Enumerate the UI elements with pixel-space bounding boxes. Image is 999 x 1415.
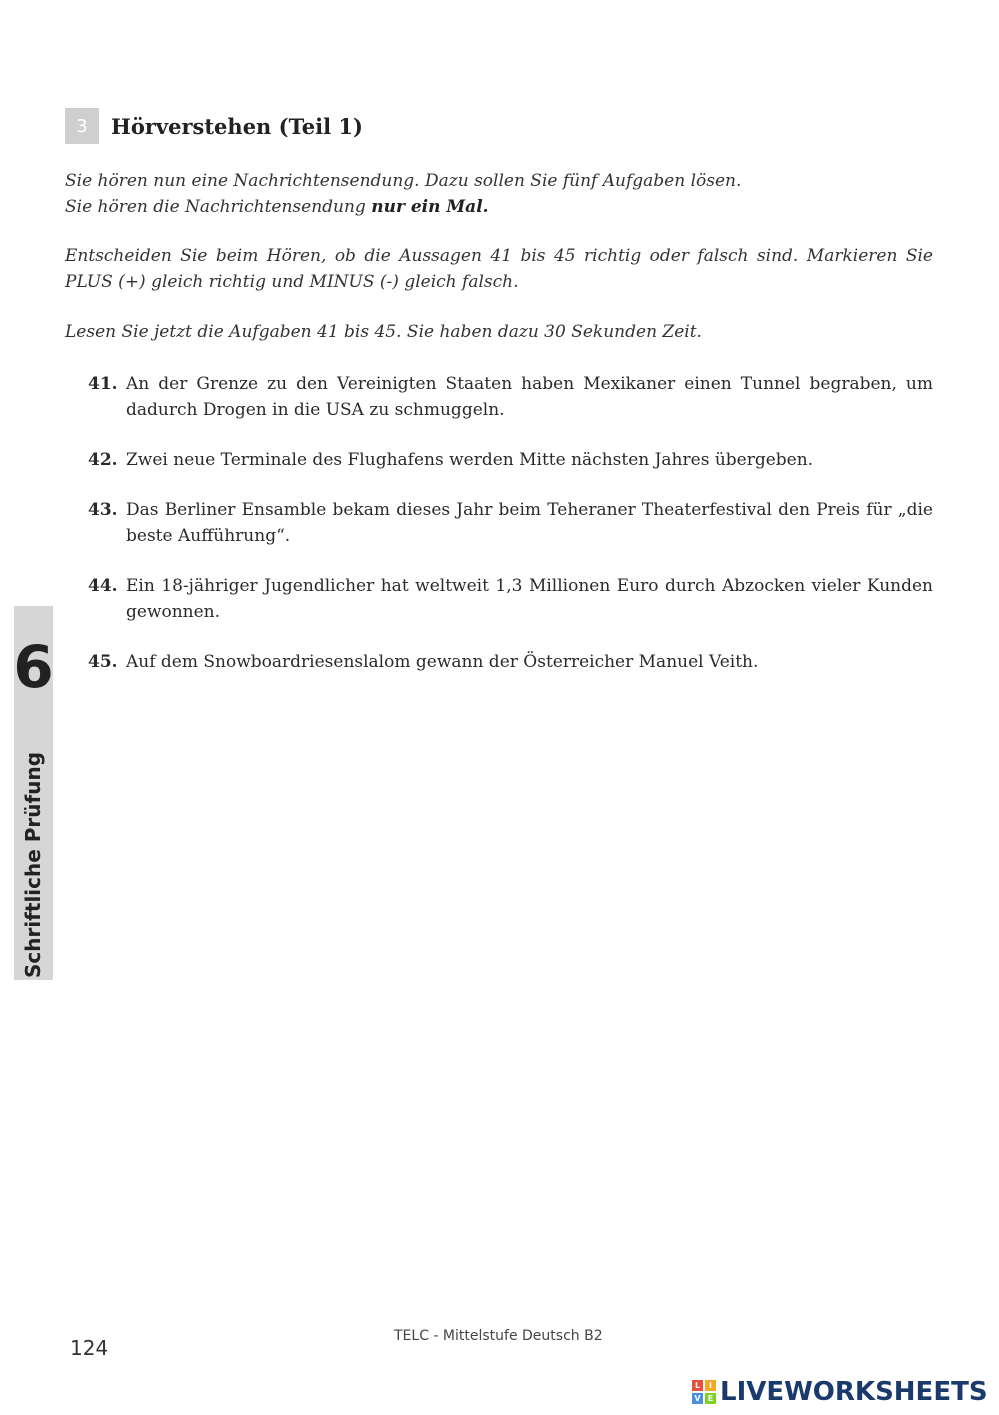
section-number-badge: 3 xyxy=(65,108,99,144)
section-title: Hörverstehen (Teil 1) xyxy=(111,113,363,139)
item-number: 45. xyxy=(88,652,118,672)
logo-square: L xyxy=(692,1380,703,1391)
item-number: 41. xyxy=(88,374,118,394)
logo-square: I xyxy=(705,1380,716,1391)
instruction-paragraph-3: Lesen Sie jetzt die Aufgaben 41 bis 45. Sie haben dazu 30 Sekunden Zeit. xyxy=(65,322,702,342)
instruction-line-2: Sie hören die Nachrichtensendung nur ein Mal. xyxy=(65,197,489,217)
chapter-label: Schriftliche Prüfung xyxy=(21,751,45,979)
liveworksheets-brand xyxy=(692,1376,988,1408)
statement-list xyxy=(88,371,933,699)
item-number: 44. xyxy=(88,576,118,596)
item-text: Das Berliner Ensamble bekam dieses Jahr beim Teheraner Theaterfestival den Preis für „die beste Aufführung“. xyxy=(126,500,933,546)
item-number: 43. xyxy=(88,500,118,520)
logo-square: V xyxy=(692,1393,703,1404)
footer-book-title: TELC - Mittelstufe Deutsch B2 xyxy=(394,1328,603,1344)
instruction-paragraph-1 xyxy=(65,168,933,220)
item-text: Auf dem Snowboardriesenslalom gewann der Österreicher Manuel Veith. xyxy=(126,652,759,672)
page-number: 124 xyxy=(70,1336,109,1360)
list-item xyxy=(88,371,933,423)
chapter-side-tab xyxy=(14,606,53,980)
instruction-line-1: Sie hören nun eine Nachrichtensendung. Dazu sollen Sie fünf Aufgaben lösen. xyxy=(65,171,742,191)
item-text: Ein 18-jähriger Jugendlicher hat weltweit 1,3 Millionen Euro durch Abzocken vieler Kunden gewonnen. xyxy=(126,576,933,622)
section-header xyxy=(65,108,363,144)
list-item xyxy=(88,649,933,675)
liveworksheets-logo-icon xyxy=(692,1380,716,1404)
logo-square: E xyxy=(705,1393,716,1404)
item-number: 42. xyxy=(88,450,118,470)
instruction-emphasis: nur ein Mal. xyxy=(371,197,489,217)
item-text: An der Grenze zu den Vereinigten Staaten haben Mexikaner einen Tunnel begraben, um dadurch Drogen in die USA zu schmuggeln. xyxy=(126,374,933,420)
list-item xyxy=(88,497,933,549)
list-item xyxy=(88,573,933,625)
chapter-number: 6 xyxy=(13,633,54,701)
item-text: Zwei neue Terminale des Flughafens werden Mitte nächsten Jahres übergeben. xyxy=(126,450,814,470)
brand-name: LIVEWORKSHEETS xyxy=(720,1377,988,1407)
list-item xyxy=(88,447,933,473)
instruction-paragraph-2: Entscheiden Sie beim Hören, ob die Aussagen 41 bis 45 richtig oder falsch sind. Markieren Sie PLUS (+) gleich richtig und MINUS (-) gleich falsch. xyxy=(65,246,933,292)
